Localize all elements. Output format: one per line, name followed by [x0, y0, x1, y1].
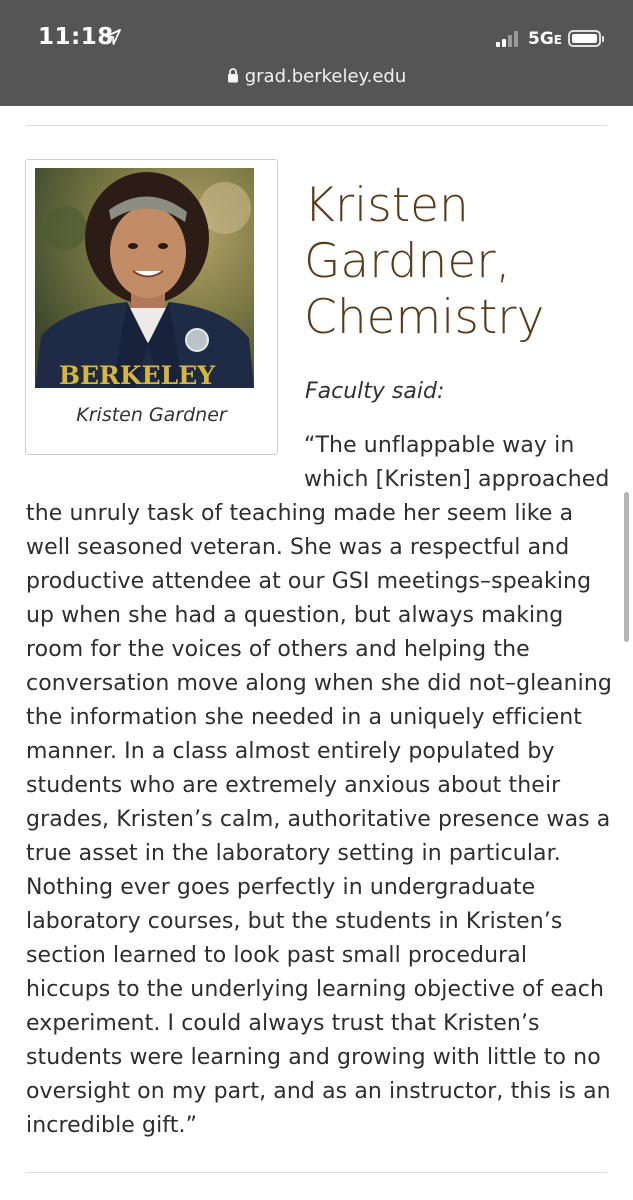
- url-text: grad.berkeley.edu: [244, 66, 407, 87]
- bottom-divider: [26, 1172, 607, 1173]
- faculty-quote: [26, 429, 616, 1143]
- battery-icon: [568, 30, 601, 47]
- lock-icon: [227, 68, 239, 83]
- location-arrow-icon: [104, 28, 122, 46]
- page-scrollbar[interactable]: [624, 492, 629, 642]
- profile-photo: [35, 168, 254, 388]
- faculty-said-label: Faculty said:: [305, 379, 445, 404]
- network-indicator: 5GE: [528, 29, 562, 49]
- page-title: Kristen Gardner, Chemistry: [304, 178, 545, 345]
- address-bar[interactable]: [0, 66, 633, 87]
- profile-photo-card: [25, 159, 278, 455]
- status-time: 11:18: [38, 24, 114, 50]
- browser-status-bar: [0, 0, 633, 106]
- signal-icon: [496, 30, 522, 47]
- top-divider: [26, 125, 607, 126]
- photo-caption: Kristen Gardner: [76, 404, 227, 426]
- faculty-quote-text: “The unflappable way in which [Kristen] approached the unruly task of teaching made her seem like a well seasoned veteran. She was a respectful and productive attendee at our GSI meetings–speaking up when she had a question, but always making room for the voices of others and helping the conversation move along when she did not–gleaning the information she needed in a uniquely efficient manner. In a class almost entirely populated by students who are extremely anxious about their grades, Kristen’s calm, authoritative presence was a true asset in the laboratory setting in particular. Nothing ever goes perfectly in undergraduate laboratory courses, but the students in Kristen’s section learned to look past small procedural hiccups to the underlying learning objective of each experiment. I could always trust that Kristen’s students were learning and growing with little to no oversight on my part, and as an instructor, this is an incredible gift.”: [26, 433, 612, 1138]
- berkeley-jacket-text: BERKELEY: [58, 361, 216, 388]
